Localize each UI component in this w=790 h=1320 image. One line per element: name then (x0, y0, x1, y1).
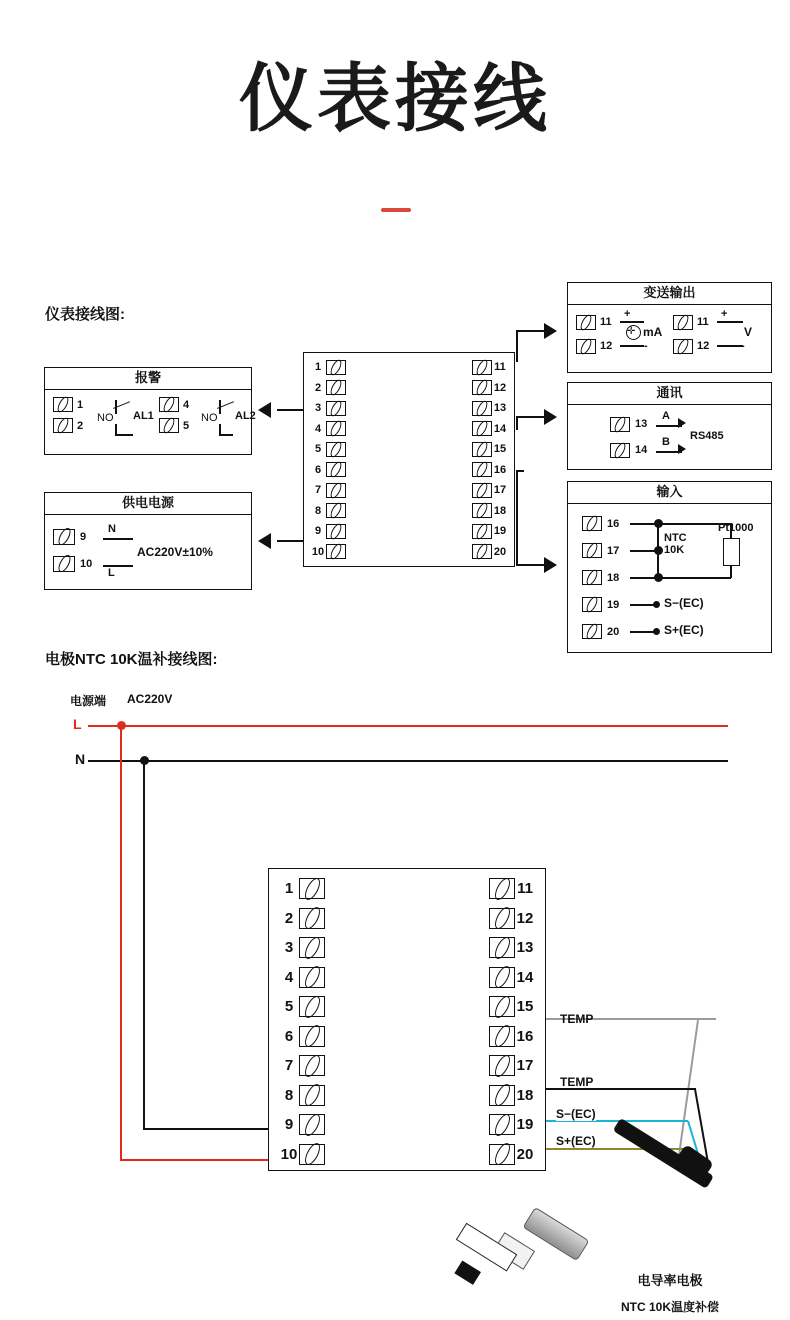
meter-cross-icon: ✛ (627, 326, 636, 337)
probe-tip (454, 1260, 481, 1284)
panel-title-transmit: 变送输出 (568, 283, 771, 305)
pin-label-l: L (108, 567, 115, 579)
wire-live-to-10 (120, 1159, 270, 1161)
table-row: 12 (472, 378, 508, 399)
arrow-alarm (258, 402, 271, 418)
wire-in-bottom-rail (657, 577, 731, 579)
wire-live-bus (88, 725, 728, 727)
screw-terminal-icon (582, 624, 602, 639)
table-row: 10 (310, 542, 346, 563)
sensor-label-ntc: NTC 10K (664, 532, 687, 556)
screw-terminal-icon (53, 418, 73, 433)
screw-terminal-icon (576, 315, 596, 330)
table-row: 3 (310, 398, 346, 419)
wire-alarm1-out (115, 434, 133, 436)
screw-terminal-icon (610, 417, 630, 432)
table-row: 9 (310, 521, 346, 542)
table-row: 10 (279, 1140, 325, 1170)
mains-live-label: L (73, 716, 82, 732)
screw-terminal-icon (326, 442, 346, 457)
table-row: 16 (582, 510, 619, 537)
screw-terminal-icon (489, 878, 515, 899)
panel-alarm: 报警 1 2 NO AL1 4 5 NO AL2 (44, 367, 252, 455)
screw-terminal-icon (53, 556, 75, 572)
screw-terminal-icon (489, 908, 515, 929)
table-row: 14 (472, 419, 508, 440)
screw-terminal-icon (53, 529, 75, 545)
table-row: 19 (582, 591, 619, 618)
probe-caption-line2: NTC 10K温度补偿 (620, 1300, 719, 1314)
table-row: 13 (472, 398, 508, 419)
group-label-al1: AL1 (133, 410, 154, 422)
screw-terminal-icon (299, 908, 325, 929)
contact-label-no-1: NO (97, 412, 114, 424)
screw-terminal-icon (489, 937, 515, 958)
table-row: 20 (582, 618, 619, 645)
table-row: 1 (310, 357, 346, 378)
screw-terminal-icon (299, 1114, 325, 1135)
screw-terminal-icon (326, 401, 346, 416)
contact-label-no-2: NO (201, 412, 218, 424)
table-row: 7 (279, 1051, 325, 1081)
table-row: 13 (489, 933, 535, 963)
junction-dot-20 (653, 628, 660, 635)
screw-terminal-icon (326, 462, 346, 477)
terminal-block-top (303, 352, 515, 567)
wire-input-tap (516, 470, 524, 472)
signal-label-19: S−(EC) (664, 596, 704, 610)
screw-terminal-icon (576, 339, 596, 354)
screw-terminal-icon (472, 483, 492, 498)
table-row: 17 (582, 537, 619, 564)
wire-neutral-to-9 (143, 1128, 270, 1130)
wire-alarm-link (277, 409, 303, 411)
table-row: 9 (279, 1110, 325, 1140)
panel-power-supply: 供电电源 9 10 N L AC220V±10% (44, 492, 252, 590)
wire-neutral-drop (143, 762, 145, 1130)
sensor-label-pt1000: Pt1000 (718, 522, 754, 534)
screw-terminal-icon (582, 516, 602, 531)
screw-terminal-icon (472, 442, 492, 457)
screw-terminal-icon (472, 544, 492, 559)
arrow-comm-a (678, 418, 686, 428)
wire-power-n (103, 538, 133, 540)
wire-label-s-plus: S+(EC) (556, 1134, 596, 1148)
screw-terminal-icon (673, 315, 693, 330)
screw-terminal-icon (489, 967, 515, 988)
table-row: 14 (489, 963, 535, 993)
screw-terminal-icon (159, 418, 179, 433)
screw-terminal-icon (299, 1144, 325, 1165)
wire-label-temp-top: TEMP (560, 1012, 594, 1026)
page-title: 仪表接线 (239, 57, 551, 140)
pin-label-b: B (662, 436, 670, 448)
panel-communication: 通讯 13 14 A B RS485 (567, 382, 772, 470)
wire-ma-plus (620, 321, 644, 323)
panel-input (567, 481, 772, 653)
screw-terminal-icon (472, 401, 492, 416)
unit-label-v: V (744, 325, 753, 339)
screw-terminal-icon (489, 1055, 515, 1076)
screw-terminal-icon (472, 503, 492, 518)
screw-terminal-icon (489, 1026, 515, 1047)
table-row: 17 (489, 1051, 535, 1081)
wire-ma-minus (620, 345, 644, 347)
table-row: 20 (489, 1140, 535, 1170)
table-row: 8 (279, 1081, 325, 1111)
screw-terminal-icon (472, 421, 492, 436)
wire-power-link (277, 540, 303, 542)
screw-terminal-icon (299, 1085, 325, 1106)
wire-in-bus (657, 523, 659, 578)
arrow-transmit (544, 323, 557, 339)
table-row: 19 (489, 1110, 535, 1140)
section-heading-wiring-diagram: 仪表接线图: (45, 306, 125, 323)
table-row: 4 (279, 963, 325, 993)
table-row: 19 (472, 521, 508, 542)
table-row: 2 (279, 904, 325, 934)
screw-terminal-icon (326, 544, 346, 559)
table-row: 18 (472, 501, 508, 522)
panel-title-comm: 通讯 (568, 383, 771, 405)
screw-terminal-icon (326, 421, 346, 436)
table-row: 6 (279, 1022, 325, 1052)
wire-comm-link (516, 416, 546, 418)
signal-label-20: S+(EC) (664, 623, 704, 637)
screw-terminal-icon (53, 397, 73, 412)
section-heading-electrode: 电极NTC 10K温补接线图: (45, 651, 218, 668)
screw-terminal-icon (299, 1026, 325, 1047)
table-row: 16 (489, 1022, 535, 1052)
table-row: 11 (472, 357, 508, 378)
wire-label-s-minus: S−(EC) (556, 1107, 596, 1121)
table-row: 16 (472, 460, 508, 481)
panel-title-alarm: 报警 (45, 368, 251, 390)
table-row: 6 (310, 460, 346, 481)
arrow-comm-b (678, 444, 686, 454)
wire-comm-riser (516, 416, 518, 430)
pin-label-n: N (108, 523, 116, 535)
table-row: 2 (310, 378, 346, 399)
polarity-plus-v: + (721, 308, 728, 320)
probe-caption-line1: 电导率电极 (637, 1273, 703, 1288)
wire-v-plus (717, 321, 743, 323)
title-divider (381, 208, 411, 212)
table-row: 17 (472, 480, 508, 501)
panel-title-input: 输入 (568, 482, 771, 504)
table-row: 11 (489, 874, 535, 904)
table-row: 1 (279, 874, 325, 904)
mains-neutral-label: N (75, 751, 86, 767)
table-row: 20 (472, 542, 508, 563)
screw-terminal-icon (326, 360, 346, 375)
wire-live-drop (120, 727, 122, 1161)
polarity-plus-ma: + (624, 308, 631, 320)
polarity-minus-ma: - (644, 340, 648, 352)
screw-terminal-icon (299, 937, 325, 958)
mains-voltage-label: AC220V (127, 692, 173, 706)
screw-terminal-icon (610, 443, 630, 458)
junction-dot-19 (653, 601, 660, 608)
screw-terminal-icon (472, 360, 492, 375)
pin-label-a: A (662, 410, 670, 422)
rtd-element-icon (723, 538, 740, 566)
arrow-comm (544, 409, 557, 425)
table-row: 12 (489, 904, 535, 934)
table-row: 5 (310, 439, 346, 460)
screw-terminal-icon (472, 524, 492, 539)
screw-terminal-icon (326, 380, 346, 395)
group-label-al2: AL2 (235, 410, 256, 422)
table-row: 7 (310, 480, 346, 501)
power-voltage-value: AC220V±10% (137, 545, 213, 559)
screw-terminal-icon (673, 339, 693, 354)
screw-terminal-icon (326, 524, 346, 539)
arrow-power (258, 533, 271, 549)
polarity-minus-v: - (741, 340, 745, 352)
table-row: 3 (279, 933, 325, 963)
screw-terminal-icon (489, 1114, 515, 1135)
panel-transmit-output: 变送输出 11 12 + ✛ mA - 11 12 + V - (567, 282, 772, 373)
wire-neutral-bus (88, 760, 728, 762)
table-row: 18 (582, 564, 619, 591)
arrow-input (544, 557, 557, 573)
screw-terminal-icon (472, 380, 492, 395)
table-row: 15 (489, 992, 535, 1022)
screw-terminal-icon (326, 503, 346, 518)
bus-label-rs485: RS485 (690, 430, 724, 442)
table-row: 5 (279, 992, 325, 1022)
table-row: 15 (472, 439, 508, 460)
screw-terminal-icon (582, 597, 602, 612)
screw-terminal-icon (299, 1055, 325, 1076)
panel-title-power: 供电电源 (45, 493, 251, 515)
screw-terminal-icon (582, 543, 602, 558)
screw-terminal-icon (582, 570, 602, 585)
screw-terminal-icon (159, 397, 179, 412)
wire-transmit-link (516, 330, 546, 332)
screw-terminal-icon (472, 462, 492, 477)
wire-label-temp-bottom: TEMP (560, 1075, 594, 1089)
screw-terminal-icon (299, 996, 325, 1017)
screw-terminal-icon (326, 483, 346, 498)
wire-alarm2-out (219, 434, 233, 436)
table-row: 4 (310, 419, 346, 440)
mains-source-label: 电源端 (70, 694, 107, 708)
wire-v-minus (717, 345, 743, 347)
screw-terminal-icon (489, 996, 515, 1017)
table-row: 8 (310, 501, 346, 522)
wire-input-link (516, 564, 546, 566)
terminal-block-bottom (268, 868, 546, 1171)
table-row: 18 (489, 1081, 535, 1111)
screw-terminal-icon (299, 878, 325, 899)
screw-terminal-icon (489, 1085, 515, 1106)
wire-input-riser (516, 470, 518, 565)
unit-label-ma: mA (643, 325, 663, 339)
screw-terminal-icon (489, 1144, 515, 1165)
screw-terminal-icon (299, 967, 325, 988)
wire-transmit-riser (516, 330, 518, 362)
